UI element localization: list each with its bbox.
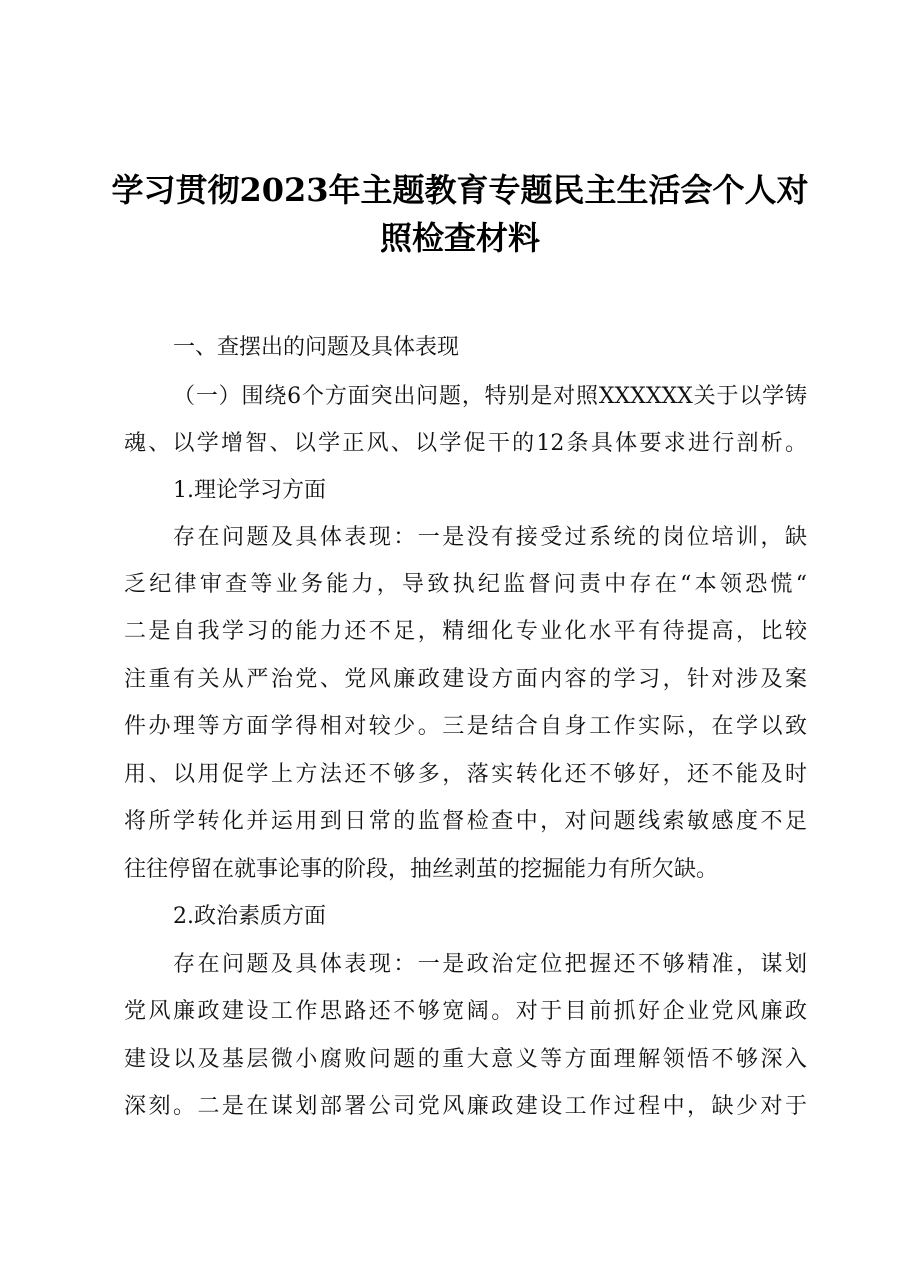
paragraph-line: 二是自我学习的能力还不足，精细化专业化水平有待提高，比较 <box>124 619 807 644</box>
paragraph-line: 件办理等方面学得相对较少。三是结合自身工作实际，在学以致 <box>124 714 807 739</box>
paragraph-line: 乏纪律审查等业务能力，导致执纪监督问责中存在“本领恐慌“ <box>124 572 807 597</box>
paragraph-line: 注重有关从严治党、党风廉政建设方面内容的学习，针对涉及案 <box>124 667 807 692</box>
paragraph-line: 深刻。二是在谋划部署公司党风廉政建设工作过程中，缺少对于 <box>124 1094 807 1119</box>
paragraph-line: 存在问题及具体表现：一是没有接受过系统的岗位培训，缺 <box>173 525 807 550</box>
paragraph-line: 存在问题及具体表现：一是政治定位把握还不够精准，谋划 <box>173 952 807 977</box>
paragraph-line: 魂、以学增智、以学正风、以学促干的12条具体要求进行剖析。 <box>124 431 807 456</box>
section-heading: 一、查摆出的问题及具体表现 <box>173 335 460 360</box>
paragraph-line: （一）围绕6个方面突出问题，特别是对照XXXXXX关于以学铸 <box>173 384 807 409</box>
document-title-line-2: 照检查材料 <box>379 219 540 257</box>
paragraph-line: 用、以用促学上方法还不够多，落实转化还不够好，还不能及时 <box>124 762 807 787</box>
paragraph-line: 建设以及基层微小腐败问题的重大意义等方面理解领悟不够深入 <box>124 1047 807 1072</box>
item-heading: 1.理论学习方面 <box>173 478 326 503</box>
paragraph-line: 党风廉政建设工作思路还不够宽阔。对于目前抓好企业党风廉政 <box>124 999 807 1024</box>
paragraph-line: 往往停留在就事论事的阶段，抽丝剥茧的挖掘能力有所欠缺。 <box>124 857 719 882</box>
document-title-line-1: 学习贯彻2023年主题教育专题民主生活会个人对 <box>111 171 809 209</box>
paragraph-line: 将所学转化并运用到日常的监督检查中，对问题线索敏感度不足 <box>124 809 807 834</box>
item-heading: 2.政治素质方面 <box>173 904 326 929</box>
